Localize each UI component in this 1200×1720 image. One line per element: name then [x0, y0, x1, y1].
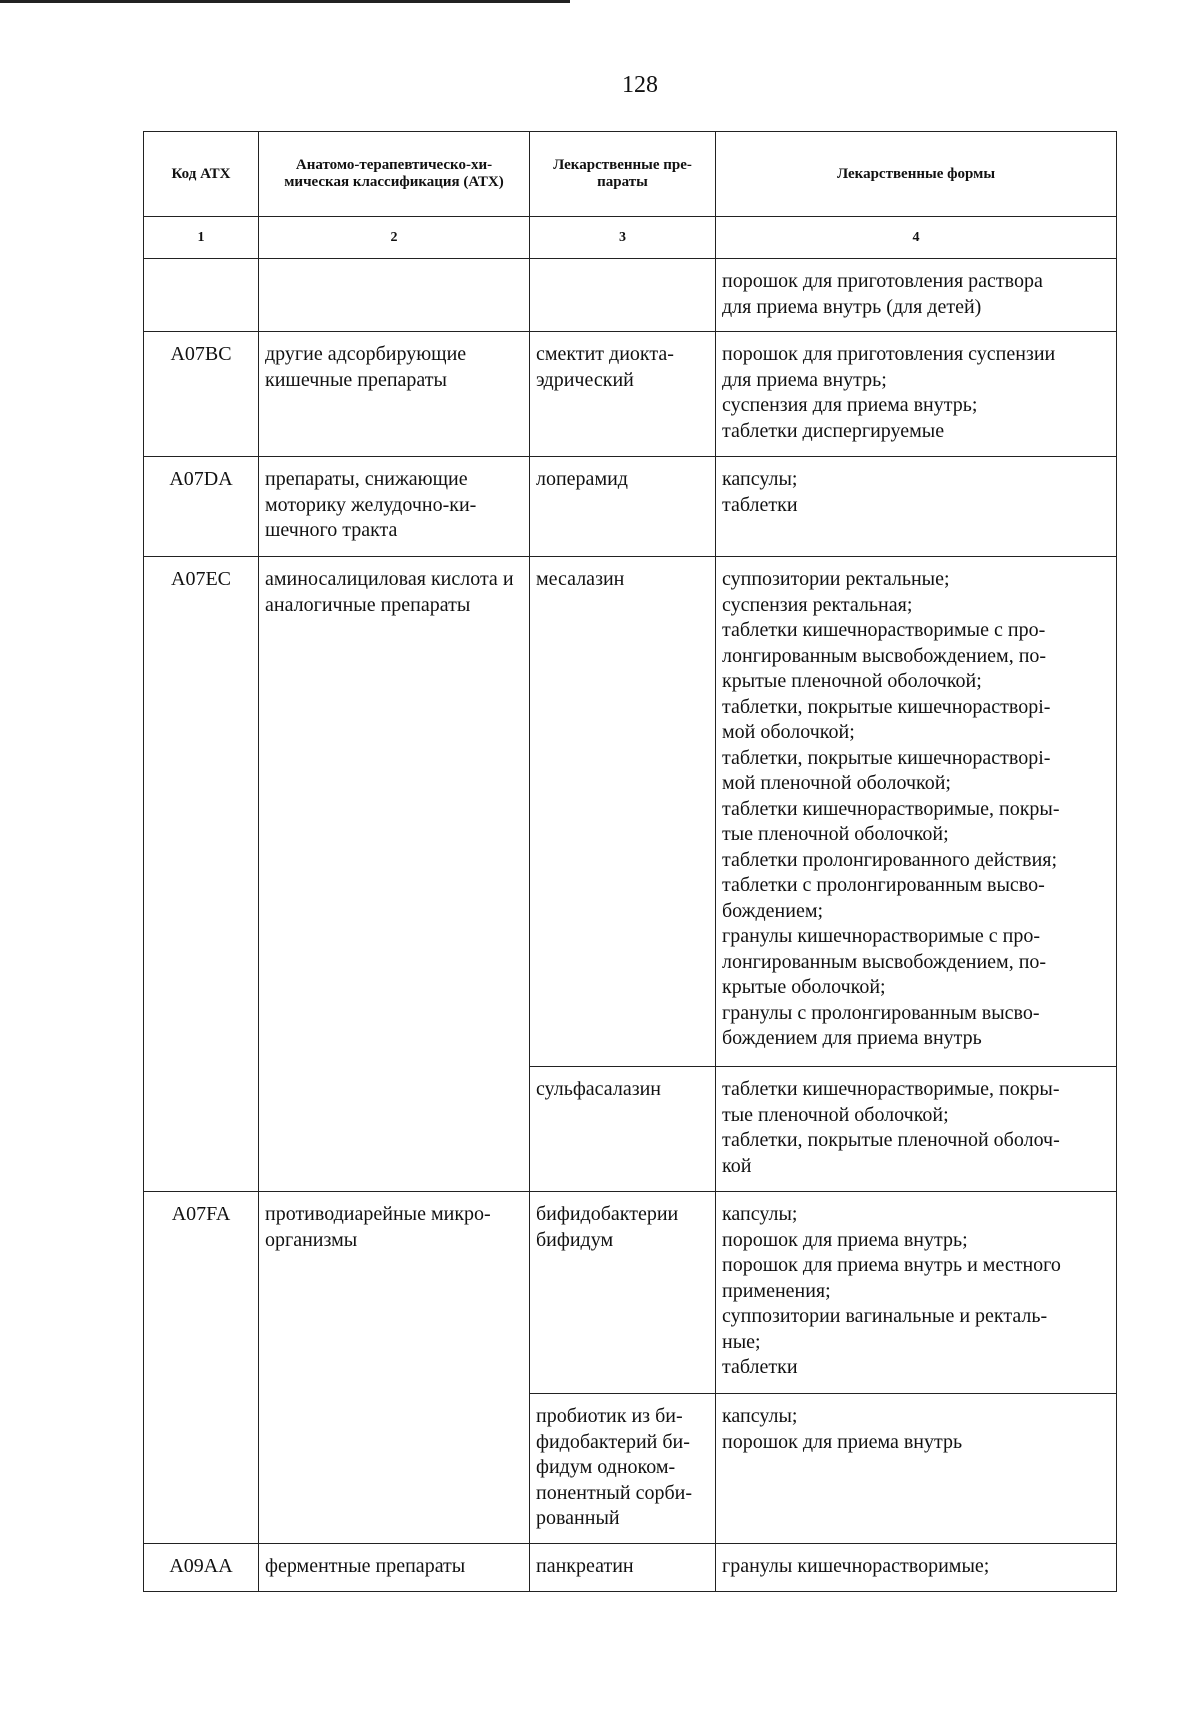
header-forms: Лекарственные формы — [716, 132, 1117, 217]
dosage-form-line: тые пленочной оболочкой; — [722, 823, 949, 845]
drug-cell: лоперамид — [530, 457, 716, 557]
dosage-form-line: суспензия для приема внутрь; — [722, 394, 978, 416]
classification-cell: ферментные препараты — [259, 1544, 530, 1592]
drug-cell: месалазин — [530, 557, 716, 1067]
atx-code-cell: A07EC — [144, 557, 259, 1192]
dosage-form-line: крытые оболочкой; — [722, 976, 886, 998]
dosage-form-line: капсулы; — [722, 1405, 798, 1427]
classification-cell: противодиарейные микро-организмы — [259, 1192, 530, 1544]
atx-code-cell — [144, 259, 259, 332]
forms-cell — [716, 1394, 1117, 1544]
atx-code-cell: A07FA — [144, 1192, 259, 1544]
column-number-row — [144, 217, 1117, 259]
drug-cell: пробиотик из би-фидобактерий би-фидум одноком-понентный сорби-рованный — [530, 1394, 716, 1544]
dosage-form-line: тые пленочной оболочкой; — [722, 1103, 949, 1126]
dosage-form-line: капсулы; — [722, 1203, 798, 1225]
dosage-form-line: таблетки, покрытые кишечнорастворі- — [722, 746, 1051, 769]
dosage-form-line: гранулы кишечнорастворимые; — [722, 1555, 990, 1577]
dosage-form-line: порошок для приема внутрь; — [722, 1228, 968, 1251]
table-row — [144, 1192, 1117, 1394]
classification-cell: другие адсорбирующие кишечные препараты — [259, 332, 530, 457]
forms-cell — [716, 457, 1117, 557]
forms-cell — [716, 1067, 1117, 1192]
dosage-form-line: таблетки диспергируемые — [722, 419, 945, 442]
column-number: 2 — [259, 217, 530, 259]
dosage-form-line: таблетки кишечнорастворимые, покры- — [722, 797, 1060, 820]
column-number: 1 — [144, 217, 259, 259]
table-row — [144, 557, 1117, 1067]
dosage-form-line: ные; — [722, 1330, 761, 1353]
header-row — [144, 132, 1117, 217]
dosage-form-line: порошок для приема внутрь и местного — [722, 1254, 1061, 1276]
drug-cell: бифидобактерии бифидум — [530, 1192, 716, 1394]
table-body — [144, 259, 1117, 1592]
dosage-form-line: таблетки с пролонгированным высво- — [722, 874, 1045, 896]
dosage-form-line: суспензия ректальная; — [722, 593, 913, 616]
classification-cell — [259, 259, 530, 332]
atx-code-cell: A09AA — [144, 1544, 259, 1592]
dosage-form-line: таблетки, покрытые кишечнорастворі- — [722, 695, 1051, 718]
dosage-form-line: порошок для приема внутрь — [722, 1430, 963, 1453]
atx-code-cell: A07BC — [144, 332, 259, 457]
dosage-form-line: кой — [722, 1154, 752, 1177]
header-classification: Анатомо-терапевтическо-хи-мическая классификация (АТХ) — [259, 132, 530, 217]
top-rule — [0, 0, 570, 3]
table-row — [144, 457, 1117, 557]
dosage-form-line: таблетки пролонгированного действия; — [722, 848, 1058, 871]
dosage-form-line: для приема внутрь; — [722, 368, 887, 391]
table-row — [144, 259, 1117, 332]
dosage-form-line: порошок для приготовления раствора — [722, 270, 1043, 292]
forms-cell — [716, 1192, 1117, 1394]
drug-cell: сульфасалазин — [530, 1067, 716, 1192]
dosage-form-line: применения; — [722, 1279, 831, 1302]
dosage-form-line: таблетки — [722, 493, 798, 516]
dosage-form-line: таблетки — [722, 1356, 798, 1378]
dosage-form-line: таблетки, покрытые пленочной оболоч- — [722, 1129, 1060, 1151]
table-row — [144, 1544, 1117, 1592]
atx-code-cell: A07DA — [144, 457, 259, 557]
drug-cell — [530, 259, 716, 332]
forms-cell — [716, 332, 1117, 457]
dosage-form-line: мой пленочной оболочкой; — [722, 772, 951, 794]
atx-table — [143, 131, 1117, 1592]
dosage-form-line: гранулы с пролонгированным высво- — [722, 1001, 1040, 1024]
dosage-form-line: мой оболочкой; — [722, 721, 855, 743]
drug-cell: смектит диокта-эдрический — [530, 332, 716, 457]
dosage-form-line: гранулы кишечнорастворимые с про- — [722, 925, 1040, 947]
page-number: 128 — [622, 72, 658, 98]
forms-cell — [716, 1544, 1117, 1592]
dosage-form-line: лонгированным высвобождением, по- — [722, 950, 1047, 973]
column-number: 3 — [530, 217, 716, 259]
drug-cell: панкреатин — [530, 1544, 716, 1592]
dosage-form-line: порошок для приготовления суспензии — [722, 343, 1056, 365]
column-number: 4 — [716, 217, 1117, 259]
dosage-form-line: капсулы; — [722, 468, 798, 490]
forms-cell — [716, 259, 1117, 332]
dosage-form-line: суппозитории вагинальные и ректаль- — [722, 1305, 1048, 1327]
header-code: Код АТХ — [144, 132, 259, 217]
classification-cell: препараты, снижающие моторику желудочно-ки-шечного тракта — [259, 457, 530, 557]
dosage-form-line: таблетки кишечнорастворимые, покры- — [722, 1078, 1060, 1100]
table-row — [144, 332, 1117, 457]
dosage-form-line: бождением; — [722, 899, 824, 922]
classification-cell: аминосалициловая кислота и аналогичные препараты — [259, 557, 530, 1192]
dosage-form-line: лонгированным высвобождением, по- — [722, 644, 1047, 667]
dosage-form-line: бождением для приема внутрь — [722, 1027, 982, 1049]
dosage-form-line: для приема внутрь (для детей) — [722, 295, 982, 318]
forms-cell — [716, 557, 1117, 1067]
dosage-form-line: крытые пленочной оболочкой; — [722, 670, 982, 692]
dosage-form-line: суппозитории ректальные; — [722, 568, 950, 590]
dosage-form-line: таблетки кишечнорастворимые с про- — [722, 619, 1046, 641]
header-drugs: Лекарственные пре-параты — [530, 132, 716, 217]
